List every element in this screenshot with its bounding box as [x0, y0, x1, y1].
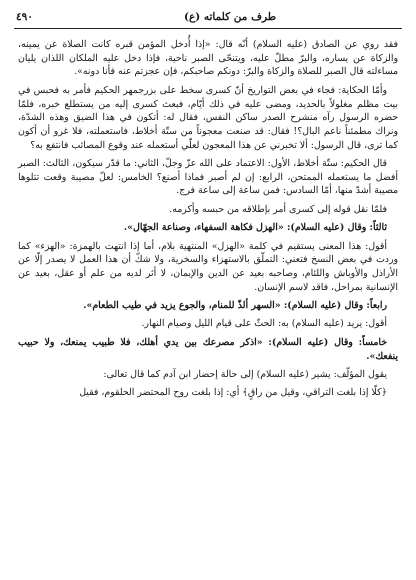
- paragraph-fifth-saying: خامساً: وقال (عليه السلام): «اذكر مصرعك بين يدي أهلك، فلا طبيب يمنعك، ولا حبيب ينفعك».: [18, 336, 398, 362]
- paragraph-fourth-saying: رابعاً: وقال (عليه السلام): «السهر ألذّ للمنام، والجوع يزيد في طيب الطعام».: [83, 300, 387, 312]
- paragraph-release: فلمّا نقل قوله إلى كسرى أمر بإطلاقه من حبسه وأكرمه.: [169, 203, 387, 215]
- paragraph-commentary-hazl: أقول: هذا المعنى يستقيم في كلمة «الهزل» المنتهية بلام، أما إذا انتهت بالهمزة: «الهزء» كما وردت في بعض النسخ فتعني: التملّق بالاستهزاء والسخرية، ولا شكّ أن هذا العمل لا يصدر إلّا عن الأراذل والأوباش واللئام، وصاحبه بعيد عن الدين والإيمان، لا أثر لديه من علم أو عقل، بعيد عن الإنسانية بمراحل، فاقد لاسم الإنسان.: [18, 240, 398, 293]
- running-title: طرف من كلماته (ع): [184, 11, 277, 23]
- paragraph-quran-verse: ﴿كلّا إذا بلغت التراقي، وقيل من راقٍ﴾ أي: إذا بلغت روح المحتضر الحلقوم، فقيل: [79, 387, 387, 399]
- paragraph-author-note: يقول المؤلّف: يشير (عليه السلام) إلى حالة إحضار ابن آدم كما قال تعالى:: [103, 368, 387, 380]
- paragraph-third-saying: ثالثاً: وقال (عليه السلام): «الهزل فكاهة السفهاء، وصناعة الجهّال».: [123, 222, 387, 234]
- paragraph-commentary-night: أقول: يريد (عليه السلام) به: الحثّ على قيام الليل وصيام النهار.: [141, 318, 387, 330]
- paragraph-hadith-grave: فقد روي عن الصادق (عليه السلام) أنّه قال: «إذا أُدخل المؤمن قبره كانت الصلاة عن يمينه، والزكاة عن يساره، والبرّ مطلّ عليه، ويتنحّى الصبر ناحية، فإذا دخل عليه الملكان اللذان يليان مساءلته قال الصبر للصلاة والزكاة والبرّ: دونكم صاحبكم، فإن عجزتم عنه فأنا دونه».: [18, 39, 398, 78]
- page-number: ٤٩٠: [16, 11, 33, 23]
- page-body: [18, 38, 398, 405]
- paragraph-story-intro: وأمّا الحكاية: فجاء في بعض التواريخ أنّ كسرى سخط على بزرجمهر الحكيم فأمر به فحبس في بيت مظلم مغلولاً بالحديد، ومضى عليه في ذلك أيّام، فبعث كسرى إليه من يستطلع خبره، فلمّا حضره الرسول رآه منشرح الصدر ساكن النفس، فقال له: أتكون في هذا الضيق وهذه الشدّة، ونراك مطمئناً ناعم البال؟! فقال: قد صنعت معجوناً من ستّة أخلاط، فاستعملته، فلا غرو أن أكون كما ترى، قال الرسول: ألا تخبرني عن هذا المعجون لعلّي أستعمله عند وقوع المصائب فانتفع به؟: [18, 84, 398, 151]
- paragraph-six-mixtures: قال الحكيم: ستّة أخلاط، الأول: الاعتماد على الله عزّ وجلّ، الثاني: ما قدّر سيكون، الثالث: الصبر أفضل ما يستعمله الممتحن، الرابع: إن لم أصبر فماذا أصنع؟ الخامس: لعلّ مصيبة وقعت تتلوها مصيبة أشدّ منها، أمّا السادس: فمن ساعة إلى ساعة فرج.: [18, 158, 398, 197]
- page-header: [14, 8, 402, 29]
